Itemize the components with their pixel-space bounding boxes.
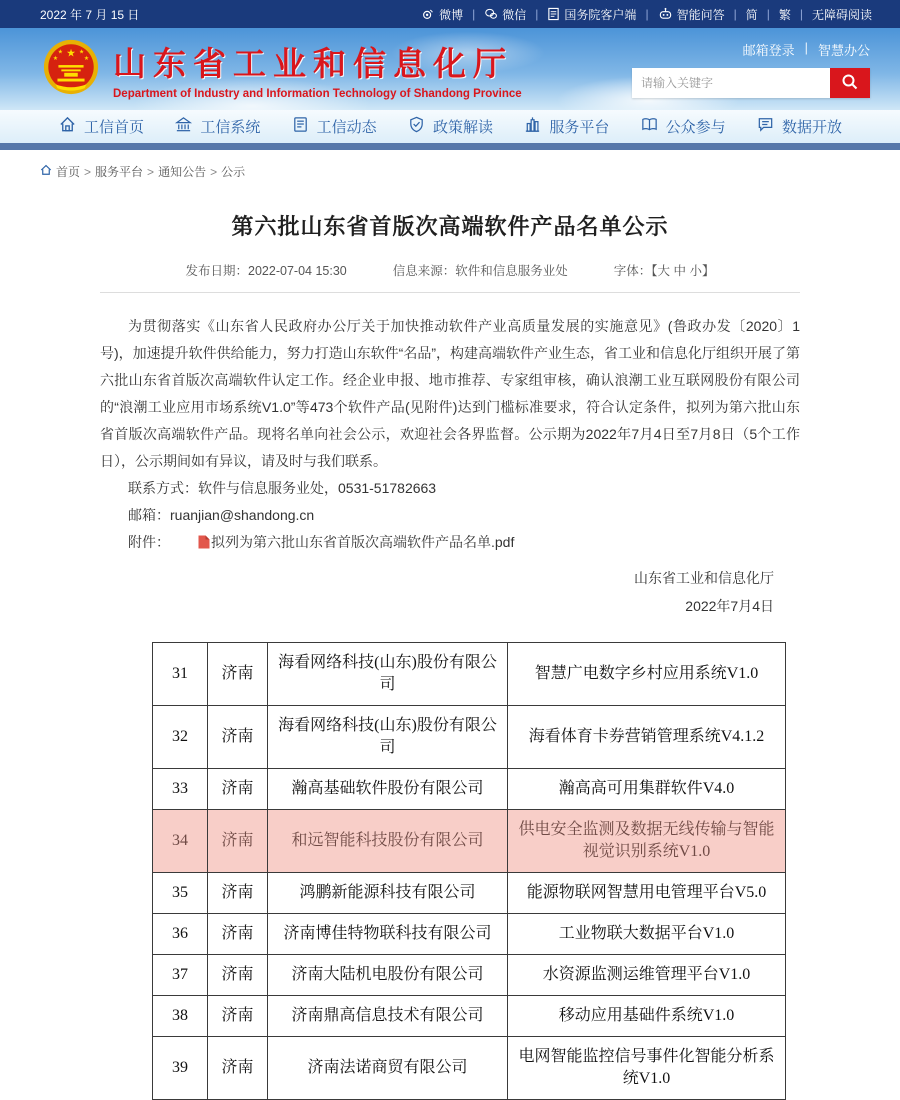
body-paragraph: 为贯彻落实《山东省人民政府办公厅关于加快推动软件产业高质量发展的实施意见》(鲁政办发〔2020〕1号)，加速提升软件供给能力，努力打造山东软件“名品”，构建高端软件产业生态，省工业和信息化厅组织开展了第六批山东省首版次高端软件认定工作。经企业申报、地市推荐、专家组审核，确认浪潮工业互联网股份有限公司的“浪潮工业应用市场系统V1.0”等473个软件产品(见附件)达到门槛标准要求，符合认定条件，拟列为第六批山东省首版次高端软件产品。现将名单向社会公示，欢迎社会各界监督。公示期为2022年7月4日至7月8日（5个工作日），公示期间如有异议，请及时与我们联系。 [100, 318, 800, 469]
font-size-switch[interactable]: 字体：【大 中 小】 [613, 264, 715, 278]
gov-client-link[interactable]: 国务院客户端 [547, 6, 636, 23]
separator: | [535, 7, 539, 21]
separator: > [210, 164, 218, 179]
svg-text:★: ★ [83, 55, 90, 62]
nav-item-news[interactable]: 工信动态 [291, 115, 377, 138]
breadcrumb-home-icon [40, 164, 52, 179]
separator: | [472, 7, 476, 21]
city-cell: 济南 [208, 955, 268, 996]
seq-cell: 39 [153, 1037, 208, 1100]
signature-date: 2022年7月4日 [685, 598, 774, 614]
banner-right [632, 40, 870, 98]
breadcrumb [0, 150, 900, 184]
seq-cell: 33 [153, 769, 208, 810]
seq-cell: 31 [153, 643, 208, 706]
email-line: 邮箱：ruanjian@shandong.cn [128, 507, 315, 523]
table-row [153, 706, 786, 769]
article [100, 210, 800, 1100]
search-bar [632, 68, 870, 98]
qa-robot-icon [658, 7, 673, 21]
search-button[interactable] [830, 68, 870, 98]
smart-qa-link[interactable]: 智能问答 [658, 6, 725, 23]
city-cell: 济南 [208, 810, 268, 873]
main-nav [0, 110, 900, 143]
brand-text [113, 38, 522, 100]
weibo-icon [421, 7, 435, 21]
meta-divider [100, 292, 800, 293]
city-cell: 济南 [208, 914, 268, 955]
home-icon [58, 115, 77, 138]
traditional-link[interactable]: 繁 [778, 7, 791, 22]
signature [100, 564, 800, 620]
mail-login-link[interactable]: 邮箱登录 [742, 43, 795, 58]
separator: | [645, 7, 649, 21]
contact-line: 联系方式：软件与信息服务业处，0531-51782663 [128, 480, 437, 496]
table-row [153, 914, 786, 955]
table-row [153, 996, 786, 1037]
separator: > [147, 164, 155, 179]
city-cell: 济南 [208, 706, 268, 769]
nav-item-system[interactable]: 工信系统 [174, 115, 260, 138]
topbar-links [421, 6, 872, 23]
company-cell: 济南鼎高信息技术有限公司 [268, 996, 508, 1037]
site-title-en: Department of Industry and Information Technology of Shandong Province [113, 88, 522, 100]
participation-icon [640, 115, 659, 138]
nav-item-data[interactable]: 数据开放 [756, 115, 842, 138]
product-table [152, 642, 786, 1100]
breadcrumb-service[interactable]: 服务平台 [95, 165, 144, 179]
breadcrumb-notice[interactable]: 通知公告 [158, 165, 207, 179]
product-cell: 工业物联大数据平台V1.0 [508, 914, 786, 955]
separator: > [84, 164, 92, 179]
page-title: 第六批山东省首版次高端软件产品名单公示 [231, 214, 669, 239]
company-cell: 海看网络科技(山东)股份有限公司 [268, 643, 508, 706]
breadcrumb-publicity[interactable]: 公示 [221, 165, 246, 179]
national-emblem [42, 38, 100, 101]
topbar-date: 2022 年 7 月 15 日 [40, 7, 140, 22]
seq-cell: 37 [153, 955, 208, 996]
seq-cell: 35 [153, 873, 208, 914]
breadcrumb-home[interactable]: 首页 [56, 165, 81, 179]
product-cell: 水资源监测运维管理平台V1.0 [508, 955, 786, 996]
publish-date: 发布日期：2022-07-04 15:30 [185, 264, 347, 278]
company-cell: 海看网络科技(山东)股份有限公司 [268, 706, 508, 769]
company-cell: 济南大陆机电股份有限公司 [268, 955, 508, 996]
company-cell: 济南博佳特物联科技有限公司 [268, 914, 508, 955]
news-icon [291, 115, 310, 138]
policy-icon [407, 115, 426, 138]
wechat-link[interactable]: 微信 [484, 6, 526, 23]
brand[interactable] [42, 38, 522, 101]
smart-office-link[interactable]: 智慧办公 [817, 43, 870, 58]
svg-text:★: ★ [52, 55, 59, 62]
company-cell: 鸿鹏新能源科技有限公司 [268, 873, 508, 914]
nav-item-participation[interactable]: 公众参与 [640, 115, 726, 138]
attachment-label: 附件： [128, 534, 170, 550]
separator: | [799, 7, 803, 21]
wechat-icon [484, 7, 498, 21]
separator: | [733, 7, 737, 21]
topbar [0, 0, 900, 28]
product-cell: 电网智能监控信号事件化智能分析系统V1.0 [508, 1037, 786, 1100]
article-meta [100, 261, 800, 279]
pdf-icon [170, 531, 210, 558]
city-cell: 济南 [208, 873, 268, 914]
product-cell: 智慧广电数字乡村应用系统V1.0 [508, 643, 786, 706]
header-banner [0, 28, 900, 110]
product-table-wrap [152, 642, 800, 1100]
data-open-icon [756, 115, 775, 138]
table-row [153, 643, 786, 706]
seq-cell: 34 [153, 810, 208, 873]
company-cell: 济南法诺商贸有限公司 [268, 1037, 508, 1100]
product-cell: 瀚高高可用集群软件V4.0 [508, 769, 786, 810]
attachment-link[interactable]: 拟列为第六批山东省首版次高端软件产品名单.pdf [211, 534, 515, 550]
table-row-highlighted [153, 810, 786, 873]
product-cell: 能源物联网智慧用电管理平台V5.0 [508, 873, 786, 914]
company-cell: 和远智能科技股份有限公司 [268, 810, 508, 873]
table-row [153, 1037, 786, 1100]
product-cell: 海看体育卡券营销管理系统V4.1.2 [508, 706, 786, 769]
divider-bar [0, 143, 900, 150]
table-row [153, 955, 786, 996]
service-platform-icon [523, 115, 542, 138]
svg-text:★: ★ [57, 48, 63, 55]
search-icon [841, 73, 859, 94]
city-cell: 济南 [208, 769, 268, 810]
city-cell: 济南 [208, 1037, 268, 1100]
product-cell: 供电安全监测及数据无线传输与智能视觉识别系统V1.0 [508, 810, 786, 873]
city-cell: 济南 [208, 643, 268, 706]
weibo-link[interactable]: 微博 [421, 6, 463, 23]
svg-text:★: ★ [79, 48, 85, 55]
nav-item-home[interactable]: 工信首页 [58, 115, 144, 138]
site-title: 山东省工业和信息化厅 [113, 47, 513, 83]
product-cell: 移动应用基础件系统V1.0 [508, 996, 786, 1037]
svg-text:★: ★ [66, 46, 76, 59]
search-input[interactable] [632, 68, 830, 98]
signature-org: 山东省工业和信息化厅 [634, 570, 774, 586]
info-source: 信息来源：软件和信息服务业处 [392, 264, 568, 278]
nav-item-policy[interactable]: 政策解读 [407, 115, 493, 138]
banner-links [743, 40, 870, 59]
simplified-link[interactable]: 简 [745, 7, 758, 22]
accessibility-link[interactable]: 无障碍阅读 [811, 7, 872, 22]
nav-item-service[interactable]: 服务平台 [523, 115, 609, 138]
separator: | [766, 7, 770, 21]
separator: | [804, 40, 808, 55]
attachment-line [100, 529, 800, 558]
city-cell: 济南 [208, 996, 268, 1037]
gov-client-icon [547, 7, 560, 21]
table-row [153, 769, 786, 810]
company-cell: 瀚高基础软件股份有限公司 [268, 769, 508, 810]
seq-cell: 38 [153, 996, 208, 1037]
table-row [153, 873, 786, 914]
institution-icon [174, 115, 193, 138]
seq-cell: 32 [153, 706, 208, 769]
seq-cell: 36 [153, 914, 208, 955]
